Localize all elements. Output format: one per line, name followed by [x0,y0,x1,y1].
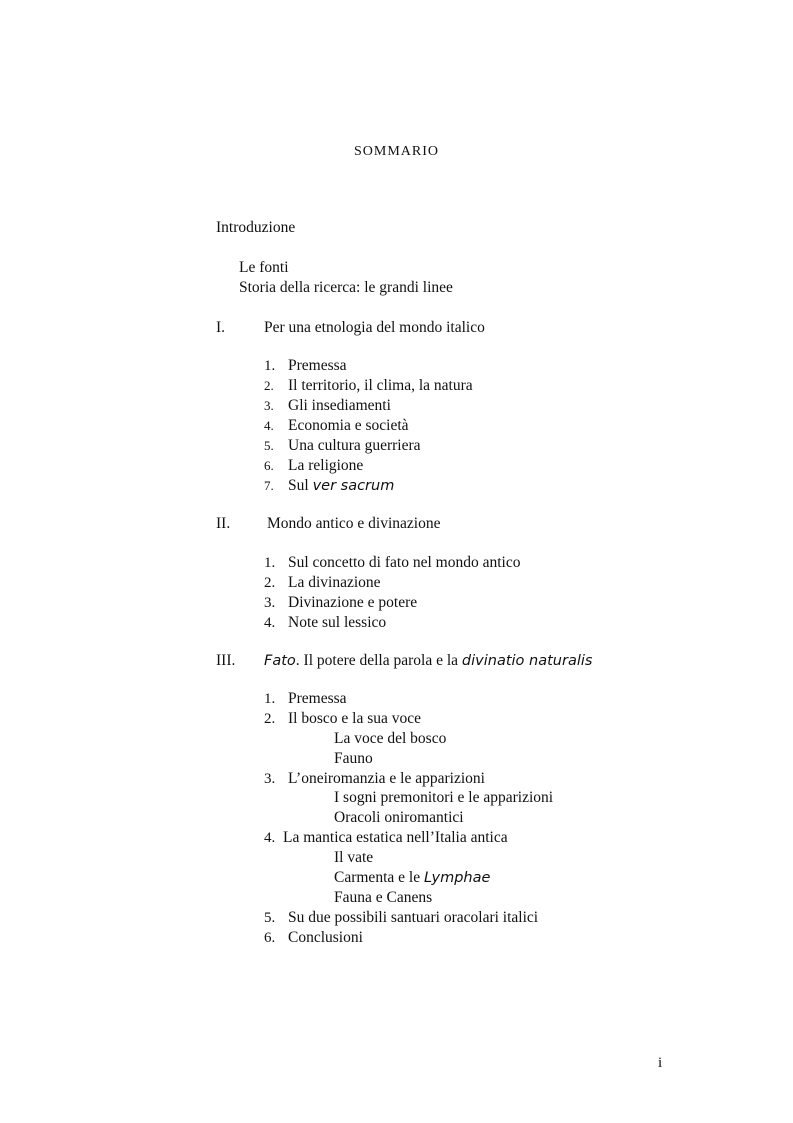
intro-heading: Introduzione [216,219,296,236]
chapter-2-section-2: La divinazione [288,574,381,591]
chapter-1-section-3: Gli insediamenti [288,397,391,414]
chapter-2-section-4-num: 4. [264,615,276,631]
chapter-1-title: Per una etnologia del mondo italico [264,319,485,336]
chapter-3-section-2-sub-2: Fauno [334,750,373,767]
chapter-1-section-4: Economia e società [288,417,409,434]
chapter-1-section-1-num: 1. [264,358,276,374]
chapter-3-section-3-num: 3. [264,771,276,787]
chapter-1-numeral: I. [216,319,226,336]
chapter-1-section-5: Una cultura guerriera [288,437,421,454]
chapter-3-section-5: Su due possibili santuari oracolari italici [288,909,539,926]
chapter-3-section-6: Conclusioni [288,929,363,946]
chapter-2-section-4: Note sul lessico [288,614,387,631]
chapter-1-section-5-num: 5. [264,438,274,453]
chapter-3-section-2-sub-1: La voce del bosco [334,730,447,747]
chapter-3-title-italic-1: Fato [264,653,296,669]
page-title: SOMMARIO [353,144,439,159]
chapter-2-section-2-num: 2. [264,575,276,591]
carmenta-prefix: Carmenta e le [334,869,424,886]
chapter-2-section-1: Sul concetto di fato nel mondo antico [288,554,521,571]
chapter-1-section-7 [288,476,394,496]
chapter-3-section-5-num: 5. [264,910,276,926]
intro-item-storia: Storia della ricerca: le grandi linee [239,279,453,296]
chapter-2-section-1-num: 1. [264,555,276,571]
chapter-3-section-3-sub-1: I sogni premonitori e le apparizioni [334,789,554,806]
chapter-3-section-4-sub-carmenta [334,868,490,888]
chapter-3-section-3: L’oneiromanzia e le apparizioni [288,770,485,787]
chapter-3-section-4-sub-vate: Il vate [334,849,374,866]
chapter-3-section-1-num: 1. [264,691,276,707]
chapter-1-section-2-num: 2. [264,378,274,393]
chapter-1-section-7-prefix: Sul [288,477,313,494]
chapter-3-section-4-sub-fauna: Fauna e Canens [334,889,433,906]
carmenta-italic: Lymphae [423,870,491,886]
chapter-3-section-4-num: 4. [264,830,276,846]
chapter-3-section-6-num: 6. [264,930,276,946]
chapter-1-section-4-num: 4. [264,418,274,433]
chapter-1-section-7-num: 7. [264,478,274,493]
chapter-2-title: Mondo antico e divinazione [267,515,441,532]
chapter-3-section-2-num: 2. [264,711,276,727]
chapter-3-section-3-sub-2: Oracoli oniromantici [334,809,464,826]
chapter-1-section-1: Premessa [288,357,347,374]
page-number: i [658,1055,663,1071]
chapter-3-section-4: La mantica estatica nell’Italia antica [283,829,508,846]
chapter-3-section-1: Premessa [288,690,347,707]
chapter-3-title [264,651,592,671]
chapter-1-section-6-num: 6. [264,458,274,473]
chapter-1-section-2: Il territorio, il clima, la natura [288,377,473,394]
chapter-1-section-3-num: 3. [264,398,274,413]
chapter-3-numeral: III. [216,652,236,669]
chapter-2-numeral: II. [216,515,231,532]
chapter-2-section-3: Divinazione e potere [288,594,418,611]
chapter-3-section-2: Il bosco e la sua voce [288,710,421,727]
chapter-1-section-6: La religione [288,457,364,474]
intro-item-fonti: Le fonti [239,259,289,276]
chapter-3-title-italic-2: divinatio naturalis [461,653,593,669]
chapter-2-section-3-num: 3. [264,595,276,611]
chapter-3-title-middle: . Il potere della parola e la [295,652,462,669]
chapter-1-section-7-italic: ver sacrum [312,478,395,494]
